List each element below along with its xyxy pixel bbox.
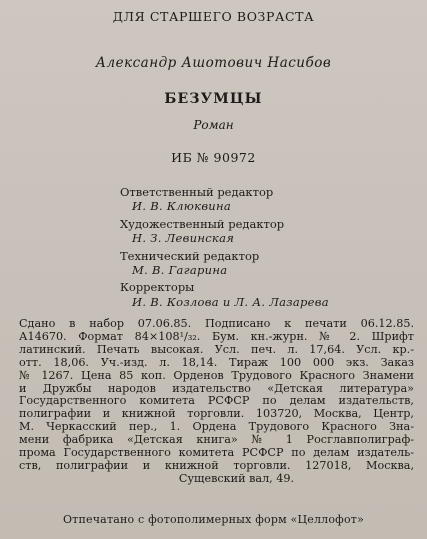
credit-names: И. В. Козлова и Л. А. Лазарева <box>132 294 329 309</box>
imprint-line: Сущевский вал, 49. <box>178 472 295 485</box>
imprint-line: полиграфии и книжной торговли. 103720, Москва, Центр, <box>19 408 414 421</box>
book-title: БЕЗУМЦЫ <box>164 91 263 107</box>
imprint-line: мени фабрика «Детская книга» № 1 Росглавполиграф- <box>19 434 414 447</box>
credit-art-editor <box>120 217 420 246</box>
genre-label: Роман <box>193 118 234 132</box>
imprint-line: Сдано в набор 07.06.85. Подписано к печати 06.12.85. <box>19 318 414 330</box>
editorial-credits <box>120 185 420 309</box>
printing-note: Отпечатано с фотополимерных форм «Целлофот» <box>62 513 365 526</box>
ib-number: ИБ № 90972 <box>171 150 256 165</box>
imprint-line: ств, полиграфии и книжной торговли. 127018, Москва, <box>19 459 414 472</box>
imprint-line: и Дружбы народов издательство «Детская литература» <box>19 382 414 395</box>
credit-names: Н. З. Левинская <box>132 231 235 246</box>
imprint-line: латинский. Печать высокая. Усл. печ. л. 17,64. Усл. кр.- <box>19 343 414 356</box>
credit-names: М. В. Гагарина <box>132 263 228 278</box>
imprint-line: отт. 18,06. Уч.-изд. л. 18,14. Тираж 100 000 экз. Заказ <box>19 356 414 369</box>
imprint-line: Государственного комитета РСФСР по делам издательств, <box>19 395 414 408</box>
imprint-line: А14670. Формат 84×108¹/₃₂. Бум. кн.-журн. № 2. Шрифт <box>19 330 414 343</box>
credit-technical-editor <box>120 249 420 278</box>
series-label: ДЛЯ СТАРШЕГО ВОЗРАСТА <box>112 9 315 24</box>
credit-proofreaders <box>120 280 420 309</box>
imprint-line: прома Государственного комитета РСФСР по делам издатель- <box>19 447 414 460</box>
credit-role: Художественный редактор <box>120 216 285 231</box>
imprint-line: № 1267. Цена 85 коп. Орденов Трудового Красного Знамени <box>19 369 414 382</box>
imprint-block <box>19 318 414 486</box>
credit-role: Корректоры <box>120 280 195 295</box>
credit-role: Технический редактор <box>120 248 260 263</box>
imprint-line: М. Черкасский пер., 1. Ордена Трудового Красного Зна- <box>19 421 414 434</box>
author-name: Александр Ашотович Насибов <box>95 55 332 71</box>
credit-responsible-editor <box>120 185 420 214</box>
credit-names: И. В. Клюквина <box>132 199 232 214</box>
credit-role: Ответственный редактор <box>120 185 274 199</box>
